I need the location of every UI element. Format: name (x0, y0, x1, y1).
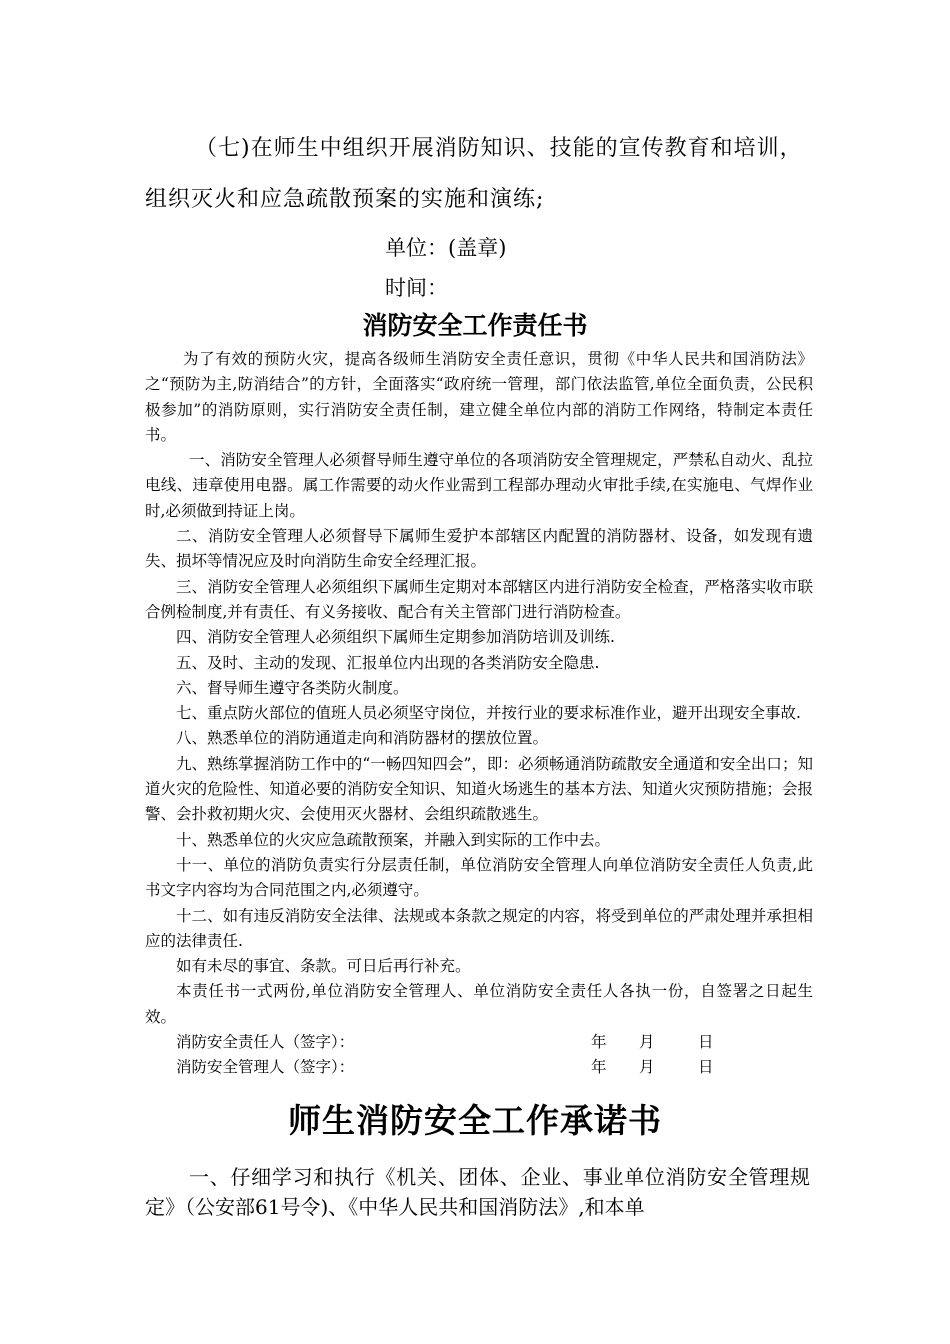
doc1-item-3: 三、消防安全管理人必须组织下属师生定期对本部辖区内进行消防安全检查，严格落实收市联合例检制度,并有责任、有义务接收、配合有关主管部门进行消防检查。 (145, 577, 813, 621)
signature-day: 日 (698, 1058, 714, 1077)
signature-day: 日 (698, 1033, 714, 1052)
doc1-item-9: 九、熟练掌握消防工作中的“一畅四知四会”，即：必须畅通消防疏散安全通道和安全出口；知道火灾的危险性、知道必要的消防安全知识、知道火场逃生的基本方法、知道火灾预防措施；会报警、会扑救初期火灾、会使用灭火器材、会组织疏散逃生。 (145, 754, 813, 824)
doc1-item-12: 十二、如有违反消防安全法律、法规或本条款之规定的内容，将受到单位的严肃处理并承担相应的法律责任. (145, 906, 813, 950)
signature-year: 年 (591, 1058, 607, 1077)
doc1-item-6: 六、督导师生遵守各类防火制度。 (176, 678, 409, 697)
signature-month: 月 (639, 1058, 655, 1077)
doc2-para-1: 一、仔细学习和执行《机关、团体、企业、事业单位消防安全管理规定》（公安部61号令)、《中华人民共和国消防法》,和本单 (145, 1165, 810, 1219)
section-seven-line2: 组织灭火和应急疏散预案的实施和演练; (145, 187, 545, 212)
doc1-note-copies: 本责任书一式两份,单位消防安全管理人、单位消防安全责任人各执一份，自签署之日起生效。 (145, 982, 813, 1026)
doc1-item-8: 八、熟悉单位的消防通道走向和消防器材的摆放位置。 (176, 729, 549, 748)
doc1-item-7: 七、重点防火部位的值班人员必须坚守岗位，并按行业的要求标准作业，避开出现安全事故. (176, 704, 801, 723)
section-seven-line1: （七)在师生中组织开展消防知识、技能的宣传教育和培训， (195, 136, 803, 161)
doc1-item-5: 五、及时、主动的发现、汇报单位内出现的各类消防安全隐患. (176, 653, 600, 672)
signature-label: 消防安全管理人（签字）： (176, 1058, 355, 1077)
signature-label: 消防安全责任人（签字）： (176, 1033, 355, 1052)
doc1-body (145, 347, 813, 1081)
signature-line-manager (145, 1055, 813, 1080)
signature-month: 月 (639, 1033, 655, 1052)
doc2-title: 师生消防安全工作承诺书 (288, 1101, 662, 1140)
signature-year: 年 (591, 1033, 607, 1052)
doc1-item-10: 十、熟悉单位的火灾应急疏散预案，并融入到实际的工作中去。 (176, 830, 611, 849)
time-line: 时间： (385, 276, 448, 300)
signature-line-responsible (145, 1030, 813, 1055)
unit-stamp-line: 单位：(盖章) (385, 236, 507, 260)
doc1-intro: 为了有效的预防火灾，提高各级师生消防安全责任意识，贯彻《中华人民共和国消防法》之“预防为主,防消结合”的方针，全面落实“政府统一管理，部门依法监管,单位全面负责，公民积极参加”的消防原则，实行消防安全责任制，建立健全单位内部的消防工作网络，特制定本责任书。 (145, 350, 813, 444)
doc1-item-2: 二、消防安全管理人必须督导下属师生爱护本部辖区内配置的消防器材、设备，如发现有遗失、损坏等情况应及时向消防生命安全经理汇报。 (145, 527, 813, 571)
doc1-item-4: 四、消防安全管理人必须组织下属师生定期参加消防培训及训练. (176, 628, 615, 647)
doc1-title: 消防安全工作责任书 (362, 311, 588, 340)
doc1-note-unfinished: 如有未尽的事宜、条款。可日后再行补充。 (176, 957, 471, 976)
doc1-item-1: 一、消防安全管理人必须督导师生遵守单位的各项消防安全管理规定，严禁私自动火、乱拉电线、违章使用电器。属工作需要的动火作业需到工程部办理动火审批手续,在实施电、气焊作业时,必须做到持证上岗。 (145, 451, 813, 520)
doc1-item-11: 十一、单位的消防负责实行分层责任制，单位消防安全管理人向单位消防安全责任人负责,此书文字内容均为合同范围之内,必须遵守。 (145, 855, 813, 900)
